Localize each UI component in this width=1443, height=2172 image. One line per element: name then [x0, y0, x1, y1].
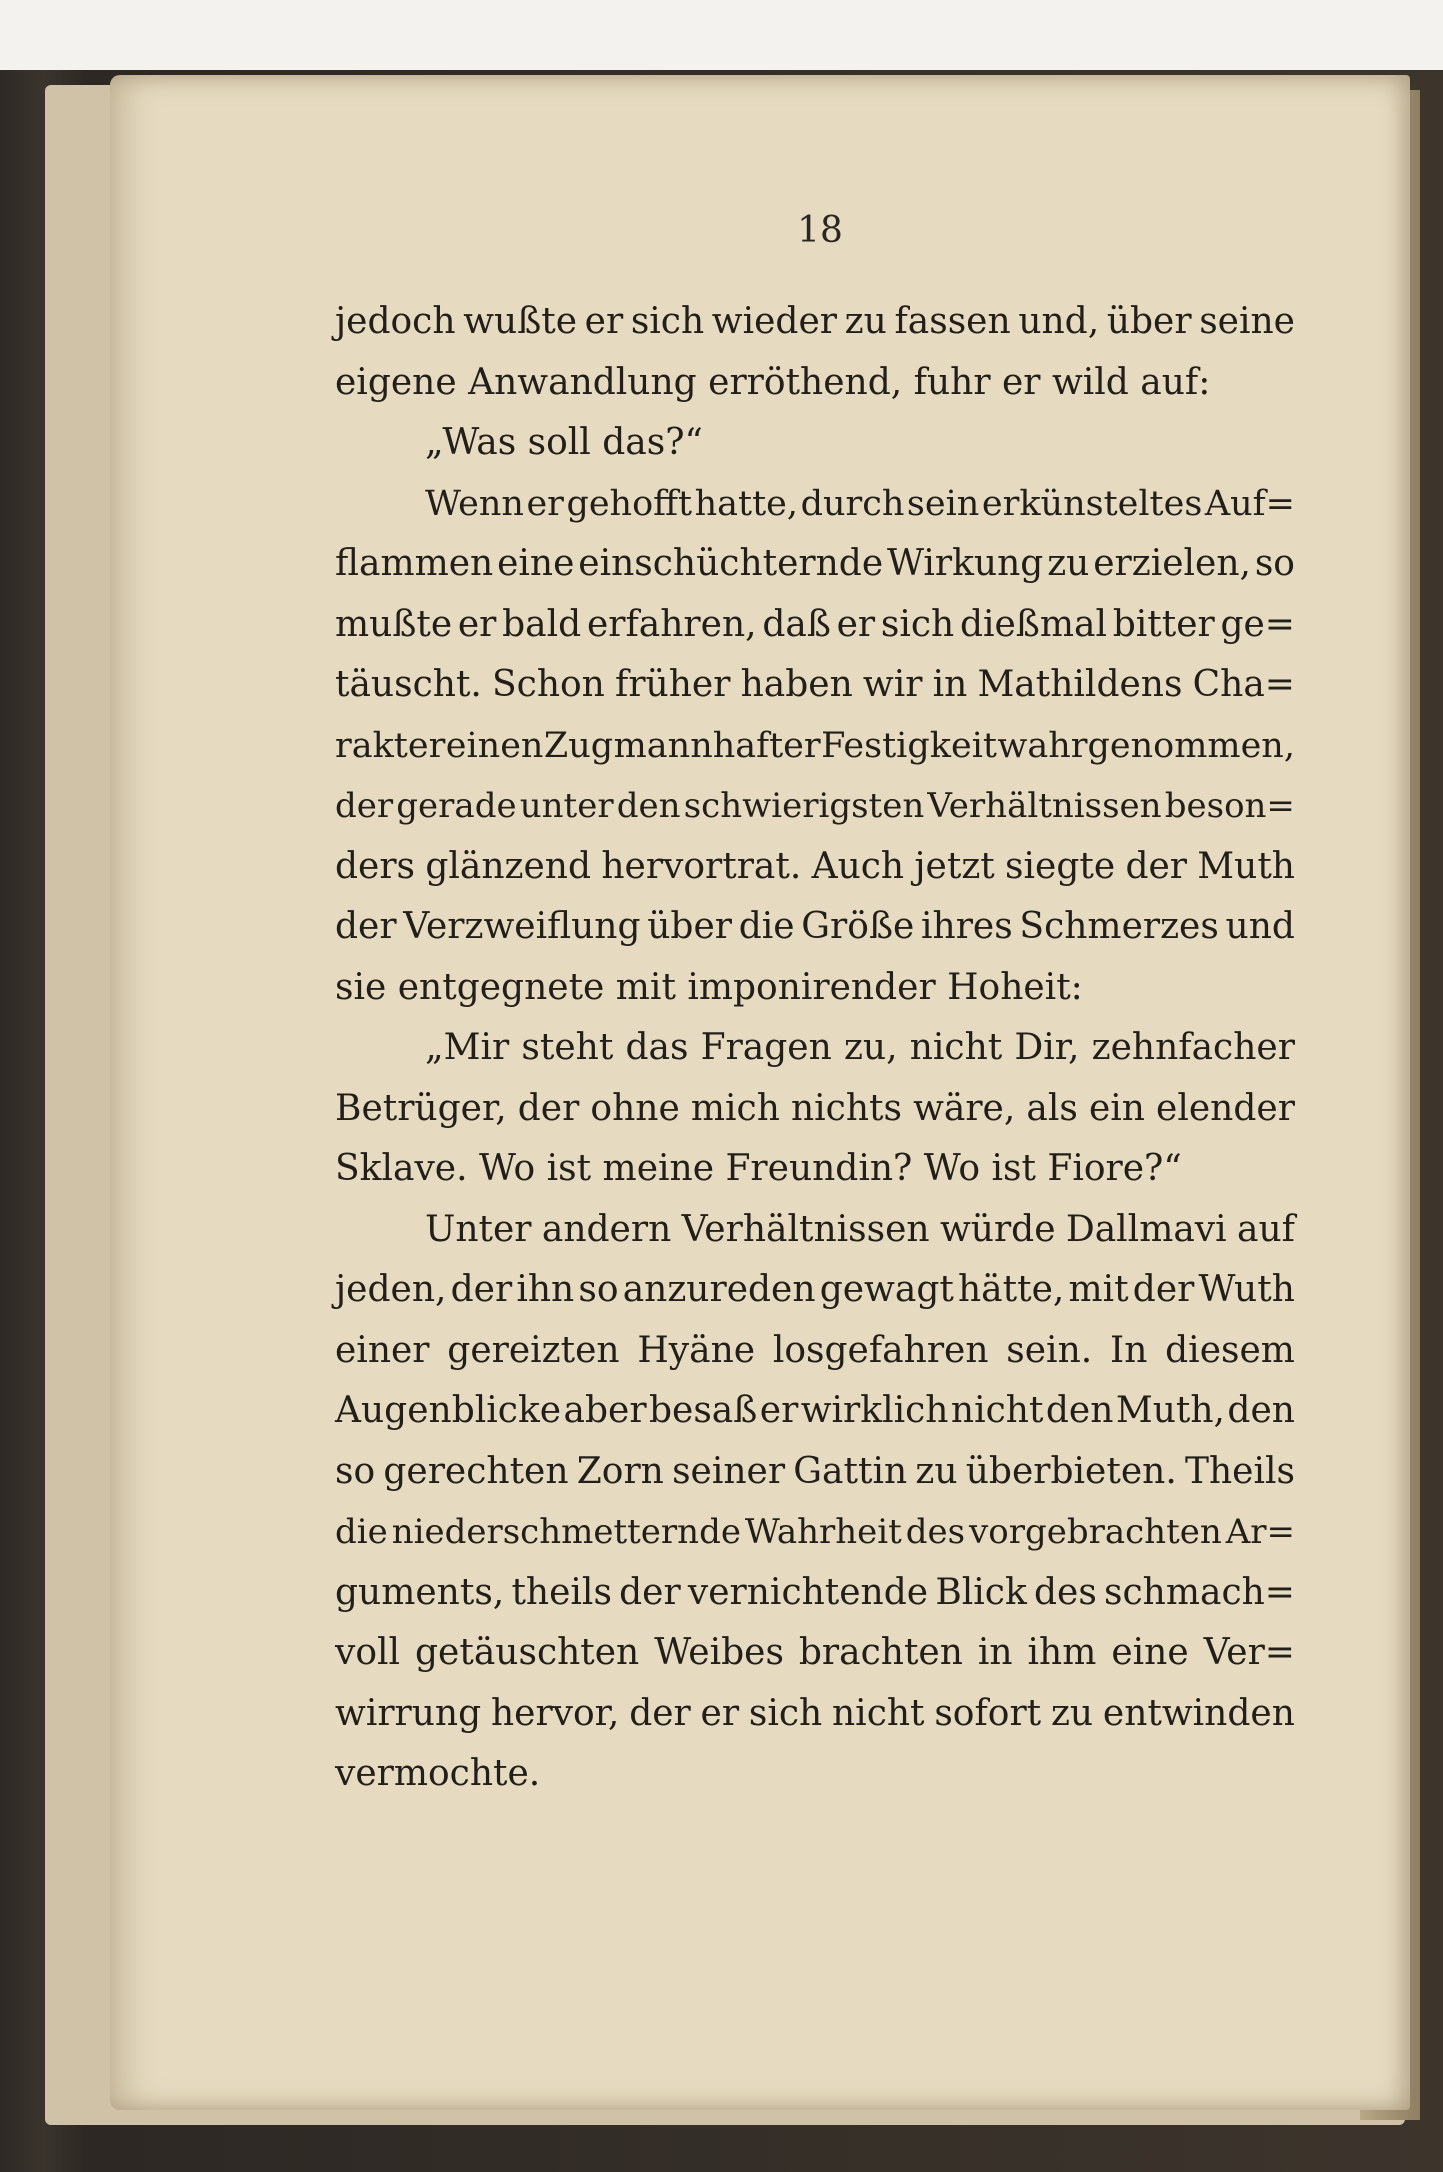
text-line: guments, theils der vernichtende Blick des schmach= [335, 1571, 1295, 1613]
text-line: mußte er bald erfahren, daß er sich dießmal bitter ge= [335, 603, 1295, 645]
text-line: einer gereizten Hyäne losgefahren sein. In diesem [335, 1329, 1295, 1371]
text-line: Augenblicke aber besaß er wirklich nicht den Muth, den [335, 1390, 1295, 1431]
text-line: flammen eine einschüchternde Wirkung zu erzielen, so [335, 543, 1295, 584]
text-line: die niederschmetternde Wahrheit des vorgebrachten Ar= [335, 1512, 1295, 1552]
text-line: „Mir steht das Fragen zu, nicht Dir, zehnfacher [425, 1027, 1295, 1068]
text-line: wirrung hervor, der er sich nicht sofort zu entwinden [335, 1692, 1295, 1734]
text-line: jeden, der ihn so anzureden gewagt hätte, mit der Wuth [335, 1269, 1295, 1310]
text-line: Sklave. Wo ist meine Freundin? Wo ist Fiore?“ [335, 1148, 1182, 1189]
text-line: rakter einen Zug mannhafter Festigkeit wahrgenommen, [335, 725, 1295, 766]
text-line: der gerade unter den schwierigsten Verhältnissen beson= [335, 786, 1295, 826]
text-line: täuscht. Schon früher haben wir in Mathildens Cha= [335, 664, 1295, 705]
text-line: so gerechten Zorn seiner Gattin zu überbieten. Theils [335, 1450, 1295, 1492]
text-line: der Verzweiflung über die Größe ihres Schmerzes und [335, 906, 1295, 947]
page-number: 18 [797, 210, 843, 251]
page-text [335, 292, 1295, 1805]
text-line: „Was soll das?“ [425, 422, 703, 463]
text-line: Wenn er gehofft hatte, durch sein erkünsteltes Auf= [425, 483, 1295, 524]
text-line: voll getäuschten Weibes brachten in ihm eine Ver= [335, 1632, 1295, 1673]
text-line: Unter andern Verhältnissen würde Dallmavi auf [425, 1208, 1295, 1250]
text-line: vermochte. [335, 1753, 541, 1794]
text-line: Betrüger, der ohne mich nichts wäre, als ein elender [335, 1087, 1295, 1129]
text-line: eigene Anwandlung erröthend, fuhr er wild auf: [335, 361, 1211, 403]
text-line: ders glänzend hervortrat. Auch jetzt siegte der Muth [335, 845, 1295, 887]
text-line: sie entgegnete mit imponirender Hoheit: [335, 966, 1083, 1008]
text-line: jedoch wußte er sich wieder zu fassen und, über seine [335, 301, 1295, 342]
